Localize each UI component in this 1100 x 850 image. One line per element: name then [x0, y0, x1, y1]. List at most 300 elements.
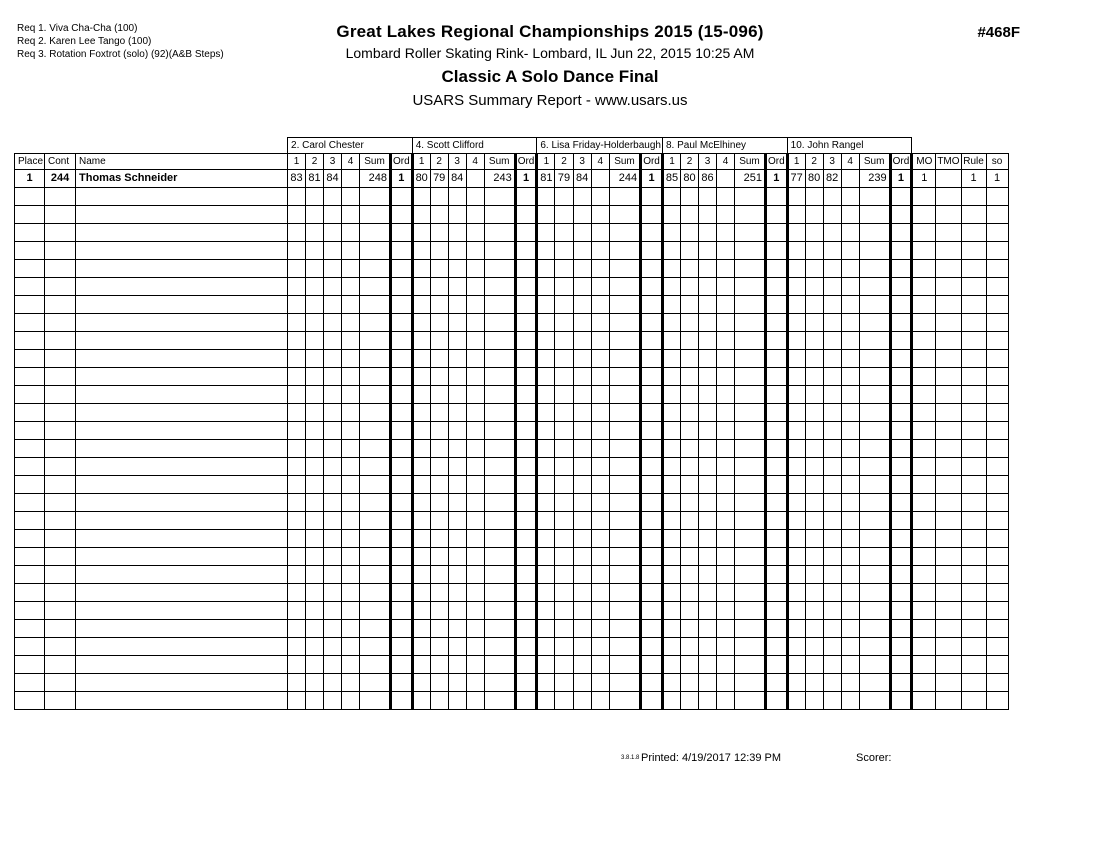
mark-cell [555, 404, 573, 422]
mark-cell [430, 530, 448, 548]
ordinal-cell [391, 692, 413, 710]
sum-cell [609, 314, 640, 332]
column-header-mark3: 3 [324, 154, 342, 170]
mark-cell [591, 674, 609, 692]
mark-cell [662, 260, 680, 278]
mark-cell [716, 296, 734, 314]
sum-cell [609, 458, 640, 476]
mark-cell [466, 620, 484, 638]
sum-cell [859, 566, 890, 584]
mark-cell [573, 314, 591, 332]
mark-cell [680, 548, 698, 566]
mark-cell [716, 224, 734, 242]
mark-cell [787, 188, 805, 206]
skater-name-cell [76, 602, 288, 620]
sum-cell [360, 530, 391, 548]
place-cell: 1 [15, 170, 45, 188]
mark-cell [698, 386, 716, 404]
tally-so-cell [986, 674, 1008, 692]
sum-cell [859, 332, 890, 350]
mark-cell [342, 188, 360, 206]
sum-cell [360, 206, 391, 224]
place-cell [15, 260, 45, 278]
mark-cell [324, 242, 342, 260]
mark-cell [787, 620, 805, 638]
tally-rule-cell [961, 278, 986, 296]
mark-cell [288, 386, 306, 404]
tally-rule-cell [961, 584, 986, 602]
mark-cell [288, 530, 306, 548]
mark-cell [805, 566, 823, 584]
sum-cell [484, 656, 515, 674]
mark-cell [680, 422, 698, 440]
tally-tmo-cell [936, 278, 961, 296]
mark-cell [841, 368, 859, 386]
mark-cell [841, 260, 859, 278]
mark-cell [555, 368, 573, 386]
mark-cell: 81 [306, 170, 324, 188]
tally-mo-cell [912, 440, 936, 458]
empty-row [15, 404, 1009, 422]
mark-cell [288, 548, 306, 566]
mark-cell [342, 368, 360, 386]
mark-cell [680, 296, 698, 314]
ordinal-cell [765, 440, 787, 458]
ordinal-cell [765, 386, 787, 404]
mark-cell [698, 638, 716, 656]
sum-cell [609, 620, 640, 638]
contestant-number-cell [45, 314, 76, 332]
mark-cell [342, 224, 360, 242]
mark-cell: 82 [823, 170, 841, 188]
mark-cell [680, 656, 698, 674]
empty-row [15, 242, 1009, 260]
ordinal-cell [765, 584, 787, 602]
mark-cell [573, 638, 591, 656]
mark-cell [841, 188, 859, 206]
mark-cell [573, 512, 591, 530]
ordinal-cell [515, 368, 537, 386]
mark-cell [573, 260, 591, 278]
empty-row [15, 602, 1009, 620]
sum-cell [859, 386, 890, 404]
contestant-number-cell [45, 206, 76, 224]
ordinal-cell [391, 242, 413, 260]
mark-cell [787, 584, 805, 602]
sum-cell [734, 404, 765, 422]
mark-cell [555, 332, 573, 350]
tally-mo-cell [912, 512, 936, 530]
mark-cell [448, 476, 466, 494]
mark-cell [662, 422, 680, 440]
sum-cell [859, 458, 890, 476]
sum-cell [859, 296, 890, 314]
mark-cell [716, 332, 734, 350]
sum-cell [360, 656, 391, 674]
mark-cell [288, 188, 306, 206]
tally-mo-cell [912, 188, 936, 206]
mark-cell [573, 584, 591, 602]
mark-cell [841, 476, 859, 494]
mark-cell [306, 638, 324, 656]
tally-tmo-cell [936, 368, 961, 386]
ordinal-cell [890, 422, 912, 440]
tally-so-cell [986, 584, 1008, 602]
tally-mo-cell [912, 386, 936, 404]
mark-cell [466, 476, 484, 494]
mark-cell [555, 314, 573, 332]
mark-cell [466, 440, 484, 458]
ordinal-cell [515, 314, 537, 332]
mark-cell [698, 188, 716, 206]
ordinal-cell [890, 476, 912, 494]
column-header-ord: Ord [515, 154, 537, 170]
empty-row [15, 278, 1009, 296]
ordinal-cell [515, 476, 537, 494]
column-header-mark1: 1 [537, 154, 555, 170]
sum-cell [484, 332, 515, 350]
mark-cell [662, 692, 680, 710]
mark-cell [537, 548, 555, 566]
mark-cell [537, 386, 555, 404]
empty-row [15, 350, 1009, 368]
mark-cell [698, 440, 716, 458]
mark-cell [324, 494, 342, 512]
mark-cell [324, 296, 342, 314]
mark-cell [555, 548, 573, 566]
mark-cell [680, 692, 698, 710]
sum-cell [859, 188, 890, 206]
mark-cell [662, 476, 680, 494]
mark-cell [306, 314, 324, 332]
mark-cell [342, 656, 360, 674]
mark-cell [448, 260, 466, 278]
mark-cell [805, 350, 823, 368]
ordinal-cell [765, 350, 787, 368]
mark-cell [823, 620, 841, 638]
skater-name-cell [76, 656, 288, 674]
mark-cell [342, 638, 360, 656]
place-cell [15, 206, 45, 224]
mark-cell [591, 422, 609, 440]
contestant-number-cell [45, 548, 76, 566]
mark-cell [466, 188, 484, 206]
mark-cell [823, 602, 841, 620]
mark-cell [342, 206, 360, 224]
sum-cell [734, 656, 765, 674]
mark-cell [448, 674, 466, 692]
mark-cell [324, 656, 342, 674]
skater-name-cell [76, 350, 288, 368]
mark-cell [716, 422, 734, 440]
mark-cell [537, 188, 555, 206]
mark-cell [716, 566, 734, 584]
mark-cell [662, 332, 680, 350]
ordinal-cell [890, 602, 912, 620]
skater-name-cell [76, 692, 288, 710]
empty-row [15, 458, 1009, 476]
tally-rule-cell [961, 638, 986, 656]
sum-cell [360, 242, 391, 260]
ordinal-cell [391, 674, 413, 692]
mark-cell [466, 458, 484, 476]
mark-cell [680, 476, 698, 494]
mark-cell [591, 602, 609, 620]
sum-cell [484, 404, 515, 422]
empty-row [15, 584, 1009, 602]
sum-cell [484, 440, 515, 458]
sum-cell [609, 530, 640, 548]
mark-cell [787, 602, 805, 620]
mark-cell [698, 656, 716, 674]
mark-cell [787, 314, 805, 332]
mark-cell [537, 476, 555, 494]
column-header-mark4: 4 [841, 154, 859, 170]
championship-title: Great Lakes Regional Championships 2015 (15-096) [336, 22, 764, 41]
mark-cell [306, 440, 324, 458]
sum-cell [859, 584, 890, 602]
ordinal-cell [515, 620, 537, 638]
mark-cell [537, 224, 555, 242]
mark-cell [412, 188, 430, 206]
mark-cell [448, 422, 466, 440]
mark-cell [430, 584, 448, 602]
mark-cell [805, 530, 823, 548]
sum-cell [360, 296, 391, 314]
mark-cell [448, 692, 466, 710]
sum-cell [484, 224, 515, 242]
column-header-mark4: 4 [466, 154, 484, 170]
mark-cell: 80 [805, 170, 823, 188]
contestant-number-cell [45, 386, 76, 404]
contestant-number-cell [45, 224, 76, 242]
tally-tmo-cell [936, 638, 961, 656]
tally-tmo-cell [936, 692, 961, 710]
tally-tmo-cell [936, 386, 961, 404]
mark-cell [680, 602, 698, 620]
mark-cell [680, 512, 698, 530]
ordinal-cell [515, 206, 537, 224]
mark-cell [591, 638, 609, 656]
ordinal-cell [391, 620, 413, 638]
sum-cell [360, 332, 391, 350]
tally-so-cell [986, 206, 1008, 224]
skater-name-cell [76, 188, 288, 206]
mark-cell [787, 260, 805, 278]
contestant-number-cell [45, 296, 76, 314]
sum-cell [484, 494, 515, 512]
mark-cell [680, 314, 698, 332]
sum-cell [859, 476, 890, 494]
mark-cell [342, 620, 360, 638]
column-header-sum: Sum [734, 154, 765, 170]
judge-name-header: 10. John Rangel [787, 138, 912, 154]
mark-cell [841, 620, 859, 638]
sum-cell: 239 [859, 170, 890, 188]
tally-mo-cell [912, 206, 936, 224]
mark-cell [448, 404, 466, 422]
mark-cell [430, 386, 448, 404]
mark-cell [412, 260, 430, 278]
sum-cell [609, 440, 640, 458]
mark-cell [537, 566, 555, 584]
mark-cell [823, 548, 841, 566]
tally-so-cell [986, 512, 1008, 530]
mark-cell [412, 332, 430, 350]
ordinal-cell [765, 260, 787, 278]
sum-cell [360, 224, 391, 242]
mark-cell [555, 638, 573, 656]
mark-cell [466, 566, 484, 584]
mark-cell [716, 314, 734, 332]
ordinal-cell [641, 188, 663, 206]
mark-cell [698, 332, 716, 350]
mark-cell [466, 224, 484, 242]
mark-cell [430, 314, 448, 332]
column-header-tmo: TMO [936, 154, 961, 170]
mark-cell [466, 350, 484, 368]
ordinal-cell [765, 332, 787, 350]
mark-cell [698, 692, 716, 710]
sum-cell [734, 602, 765, 620]
mark-cell [555, 296, 573, 314]
mark-cell [288, 296, 306, 314]
mark-cell [841, 296, 859, 314]
sum-cell [859, 422, 890, 440]
mark-cell [324, 512, 342, 530]
tally-so-cell [986, 692, 1008, 710]
empty-row [15, 314, 1009, 332]
ordinal-cell [765, 296, 787, 314]
tally-rule-cell [961, 440, 986, 458]
mark-cell [430, 422, 448, 440]
mark-cell [342, 494, 360, 512]
mark-cell [698, 206, 716, 224]
ordinal-cell [641, 404, 663, 422]
mark-cell [841, 206, 859, 224]
sum-cell [734, 674, 765, 692]
mark-cell [680, 188, 698, 206]
tally-so-cell [986, 656, 1008, 674]
mark-cell [306, 494, 324, 512]
ordinal-cell [765, 620, 787, 638]
empty-row [15, 656, 1009, 674]
tally-tmo-cell [936, 494, 961, 512]
mark-cell [288, 422, 306, 440]
mark-cell [324, 332, 342, 350]
ordinal-cell: 1 [641, 170, 663, 188]
ordinal-cell [641, 314, 663, 332]
ordinal-cell [515, 566, 537, 584]
empty-row [15, 206, 1009, 224]
mark-cell [591, 548, 609, 566]
column-header-mark3: 3 [698, 154, 716, 170]
skater-name-cell [76, 368, 288, 386]
mark-cell [787, 242, 805, 260]
tally-mo-cell [912, 260, 936, 278]
mark-cell [342, 260, 360, 278]
column-header-mark3: 3 [448, 154, 466, 170]
mark-cell [448, 458, 466, 476]
ordinal-cell [391, 512, 413, 530]
mark-cell [288, 656, 306, 674]
ordinal-cell [515, 260, 537, 278]
contestant-number-cell [45, 512, 76, 530]
sum-cell [484, 314, 515, 332]
mark-cell [805, 386, 823, 404]
contestant-number-cell [45, 584, 76, 602]
ordinal-cell [890, 530, 912, 548]
sum-cell [609, 656, 640, 674]
column-header-ord: Ord [890, 154, 912, 170]
ordinal-cell [890, 350, 912, 368]
mark-cell [306, 584, 324, 602]
mark-cell [591, 350, 609, 368]
place-cell [15, 278, 45, 296]
place-cell [15, 512, 45, 530]
result-row [15, 170, 1009, 188]
ordinal-cell [391, 188, 413, 206]
mark-cell [698, 350, 716, 368]
mark-cell [430, 620, 448, 638]
tally-so-cell [986, 566, 1008, 584]
ordinal-cell [391, 386, 413, 404]
mark-cell [537, 584, 555, 602]
skater-name-cell [76, 548, 288, 566]
column-header-sum: Sum [859, 154, 890, 170]
mark-cell [573, 548, 591, 566]
mark-cell [716, 638, 734, 656]
mark-cell [306, 656, 324, 674]
mark-cell [823, 350, 841, 368]
sum-cell [859, 224, 890, 242]
mark-cell [805, 584, 823, 602]
tally-mo-cell [912, 332, 936, 350]
skater-name-cell [76, 638, 288, 656]
mark-cell [306, 350, 324, 368]
mark-cell: 80 [680, 170, 698, 188]
mark-cell [841, 494, 859, 512]
tally-so-cell [986, 368, 1008, 386]
mark-cell [698, 314, 716, 332]
ordinal-cell [515, 530, 537, 548]
tally-tmo-cell [936, 206, 961, 224]
sum-cell [734, 584, 765, 602]
ordinal-cell [391, 440, 413, 458]
sum-cell [609, 404, 640, 422]
ordinal-cell [765, 512, 787, 530]
sum-cell [360, 512, 391, 530]
mark-cell [787, 458, 805, 476]
sum-cell [484, 530, 515, 548]
contestant-number-cell [45, 458, 76, 476]
mark-cell [698, 602, 716, 620]
mark-cell [591, 368, 609, 386]
sum-cell [609, 206, 640, 224]
sum-cell [484, 368, 515, 386]
mark-cell [591, 296, 609, 314]
mark-cell [805, 368, 823, 386]
mark-cell [342, 350, 360, 368]
mark-cell [537, 314, 555, 332]
mark-cell [823, 278, 841, 296]
results-table-body [15, 170, 1009, 710]
sum-cell [484, 206, 515, 224]
ordinal-cell [765, 242, 787, 260]
mark-cell [823, 260, 841, 278]
tally-rule-cell [961, 386, 986, 404]
sum-cell [484, 638, 515, 656]
